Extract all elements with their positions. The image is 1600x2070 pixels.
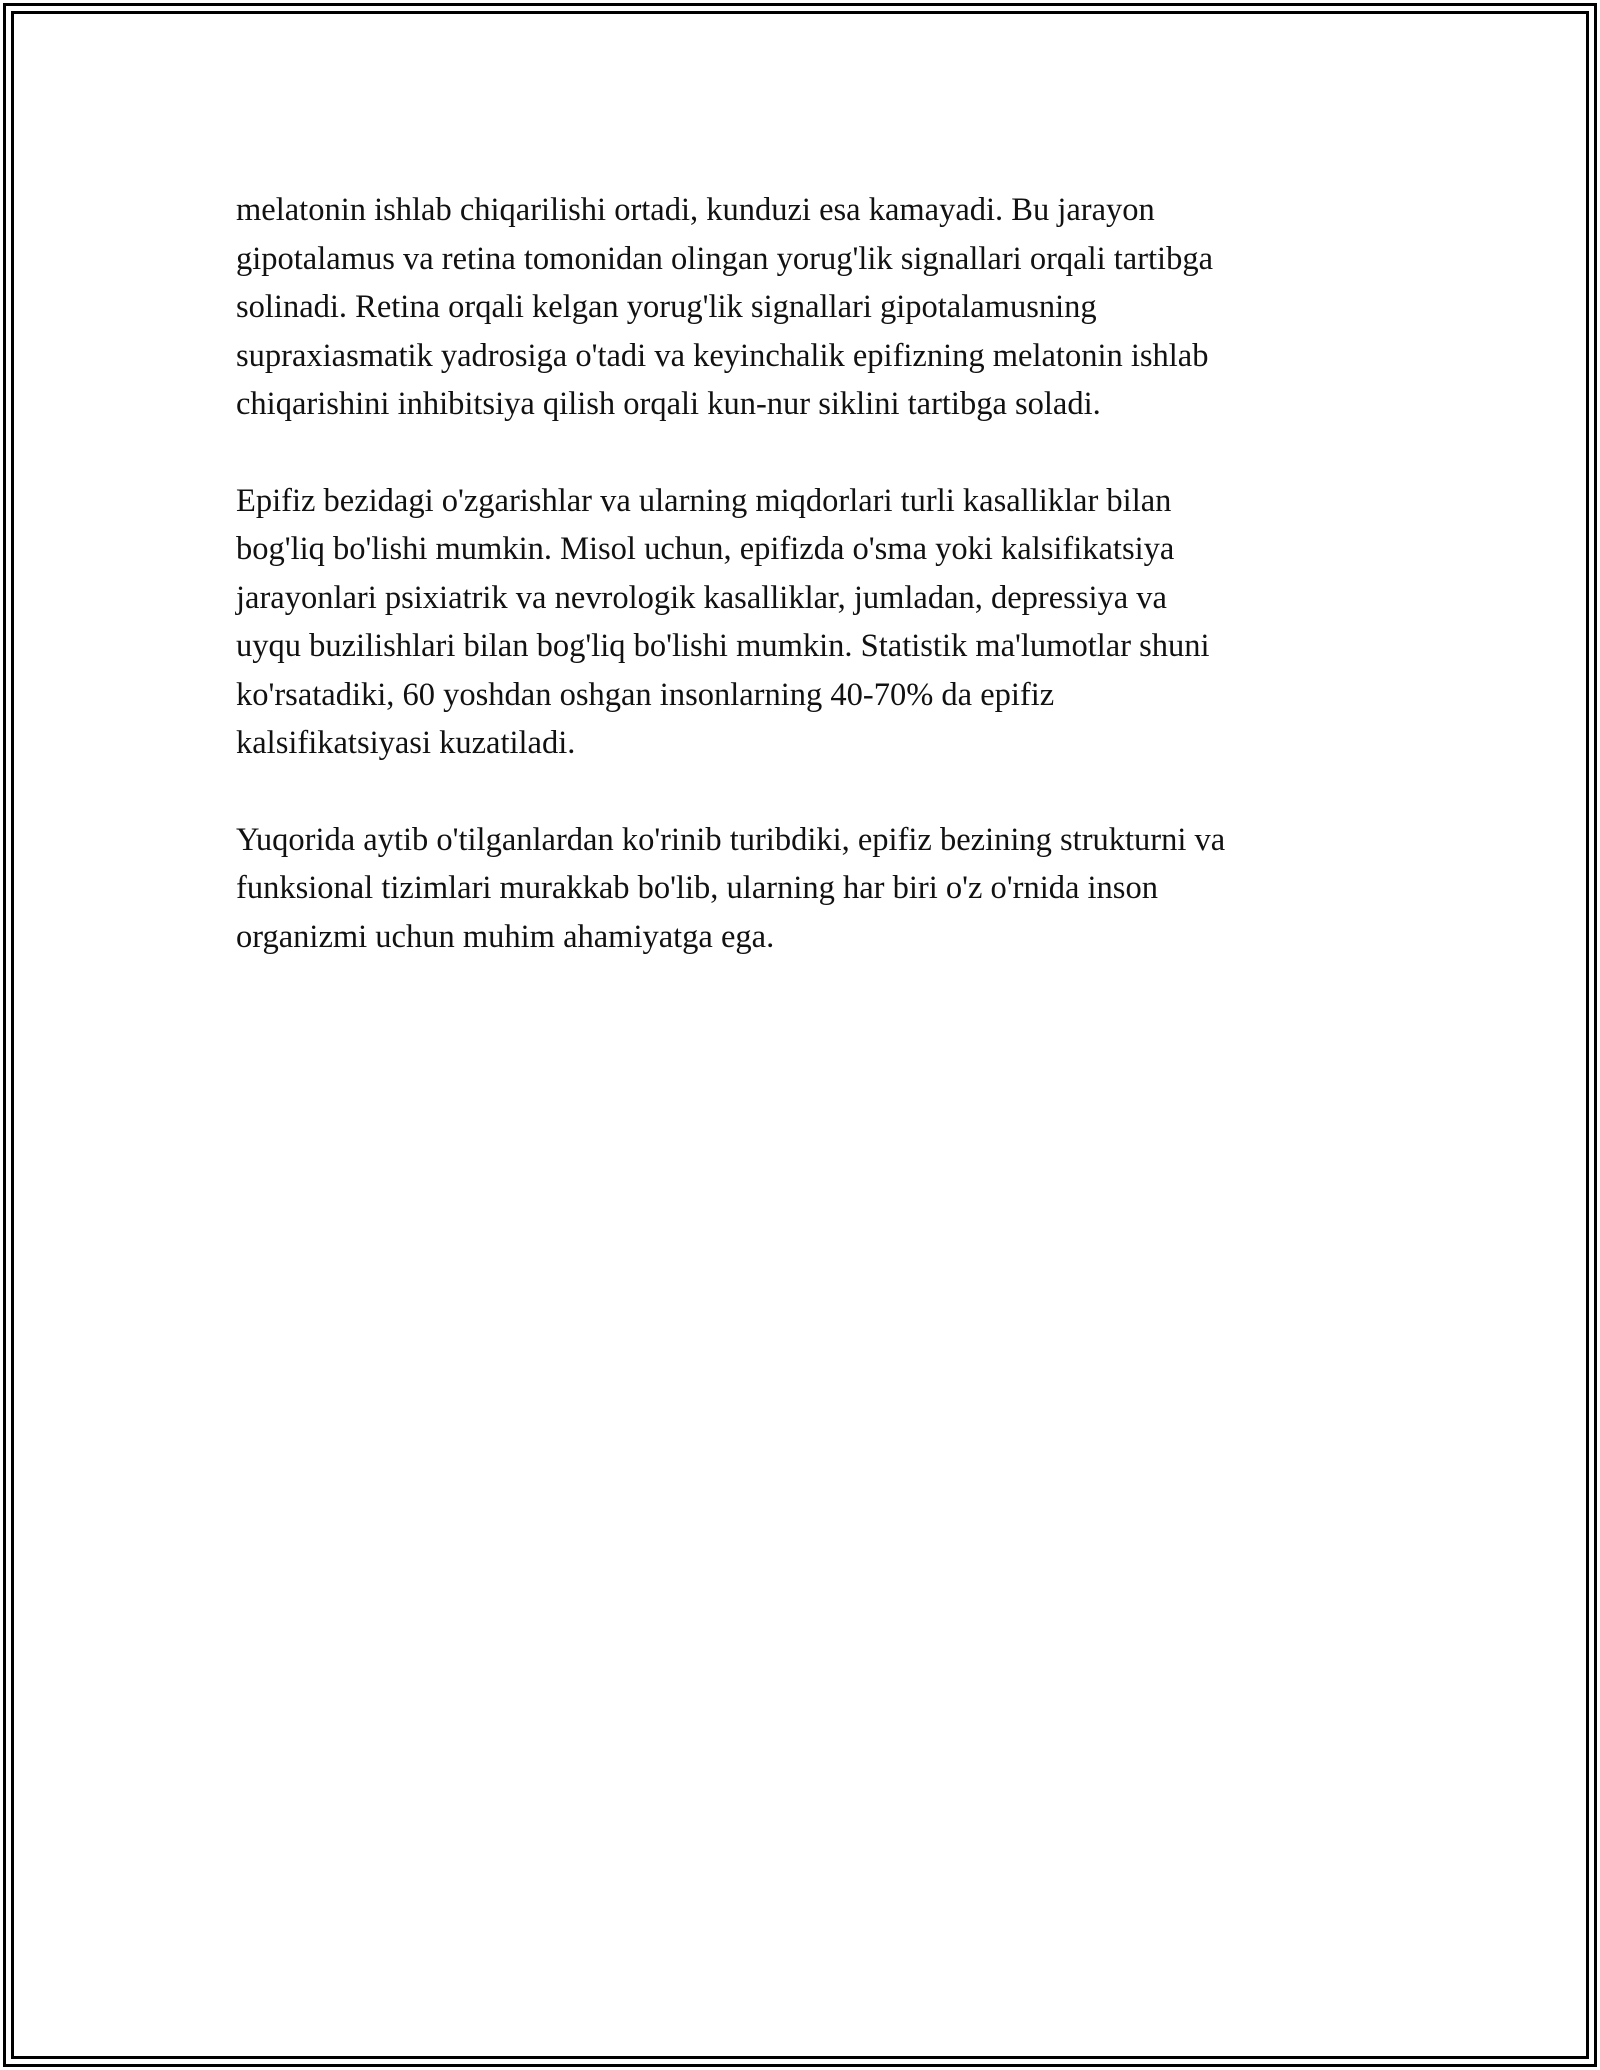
paragraph-conclusion: Yuqorida aytib o'tilganlardan ko'rinib turibdiki, epifiz bezining strukturni va funksional tizimlari murakkab bo'lib, ularning har biri o'z o'rnida inson organizmi uchun muhim ahamiyatga ega. <box>236 821 1226 955</box>
paragraph-melatonin-regulation: melatonin ishlab chiqarilishi ortadi, kunduzi esa kamayadi. Bu jarayon gipotalamus va retina tomonidan olingan yorug'lik signallari orqali tartibga solinadi. Retina orqali kelgan yorug'lik signallari gipotalamusning supraxiasmatik yadrosiga o'tadi va keyinchalik epifizning melatonin ishlab chiqarishini inhibitsiya qilish orqali kun-nur siklini tartibga soladi. <box>236 192 1214 422</box>
document-body <box>236 186 1366 1009</box>
paragraph-epiphysis-diseases: Epifiz bezidagi o'zgarishlar va ularning miqdorlari turli kasalliklar bilan bog'liq bo'lishi mumkin. Misol uchun, epifizda o'sma yoki kalsifikatsiya jarayonlari psixiatrik va nevrologik kasalliklar, jumladan, depressiya va uyqu buzilishlari bilan bog'liq bo'lishi mumkin. Statistik ma'lumotlar shuni ko'rsatadiki, 60 yoshdan oshgan insonlarning 40-70% da epifiz kalsifikatsiyasi kuzatiladi. <box>236 482 1210 761</box>
